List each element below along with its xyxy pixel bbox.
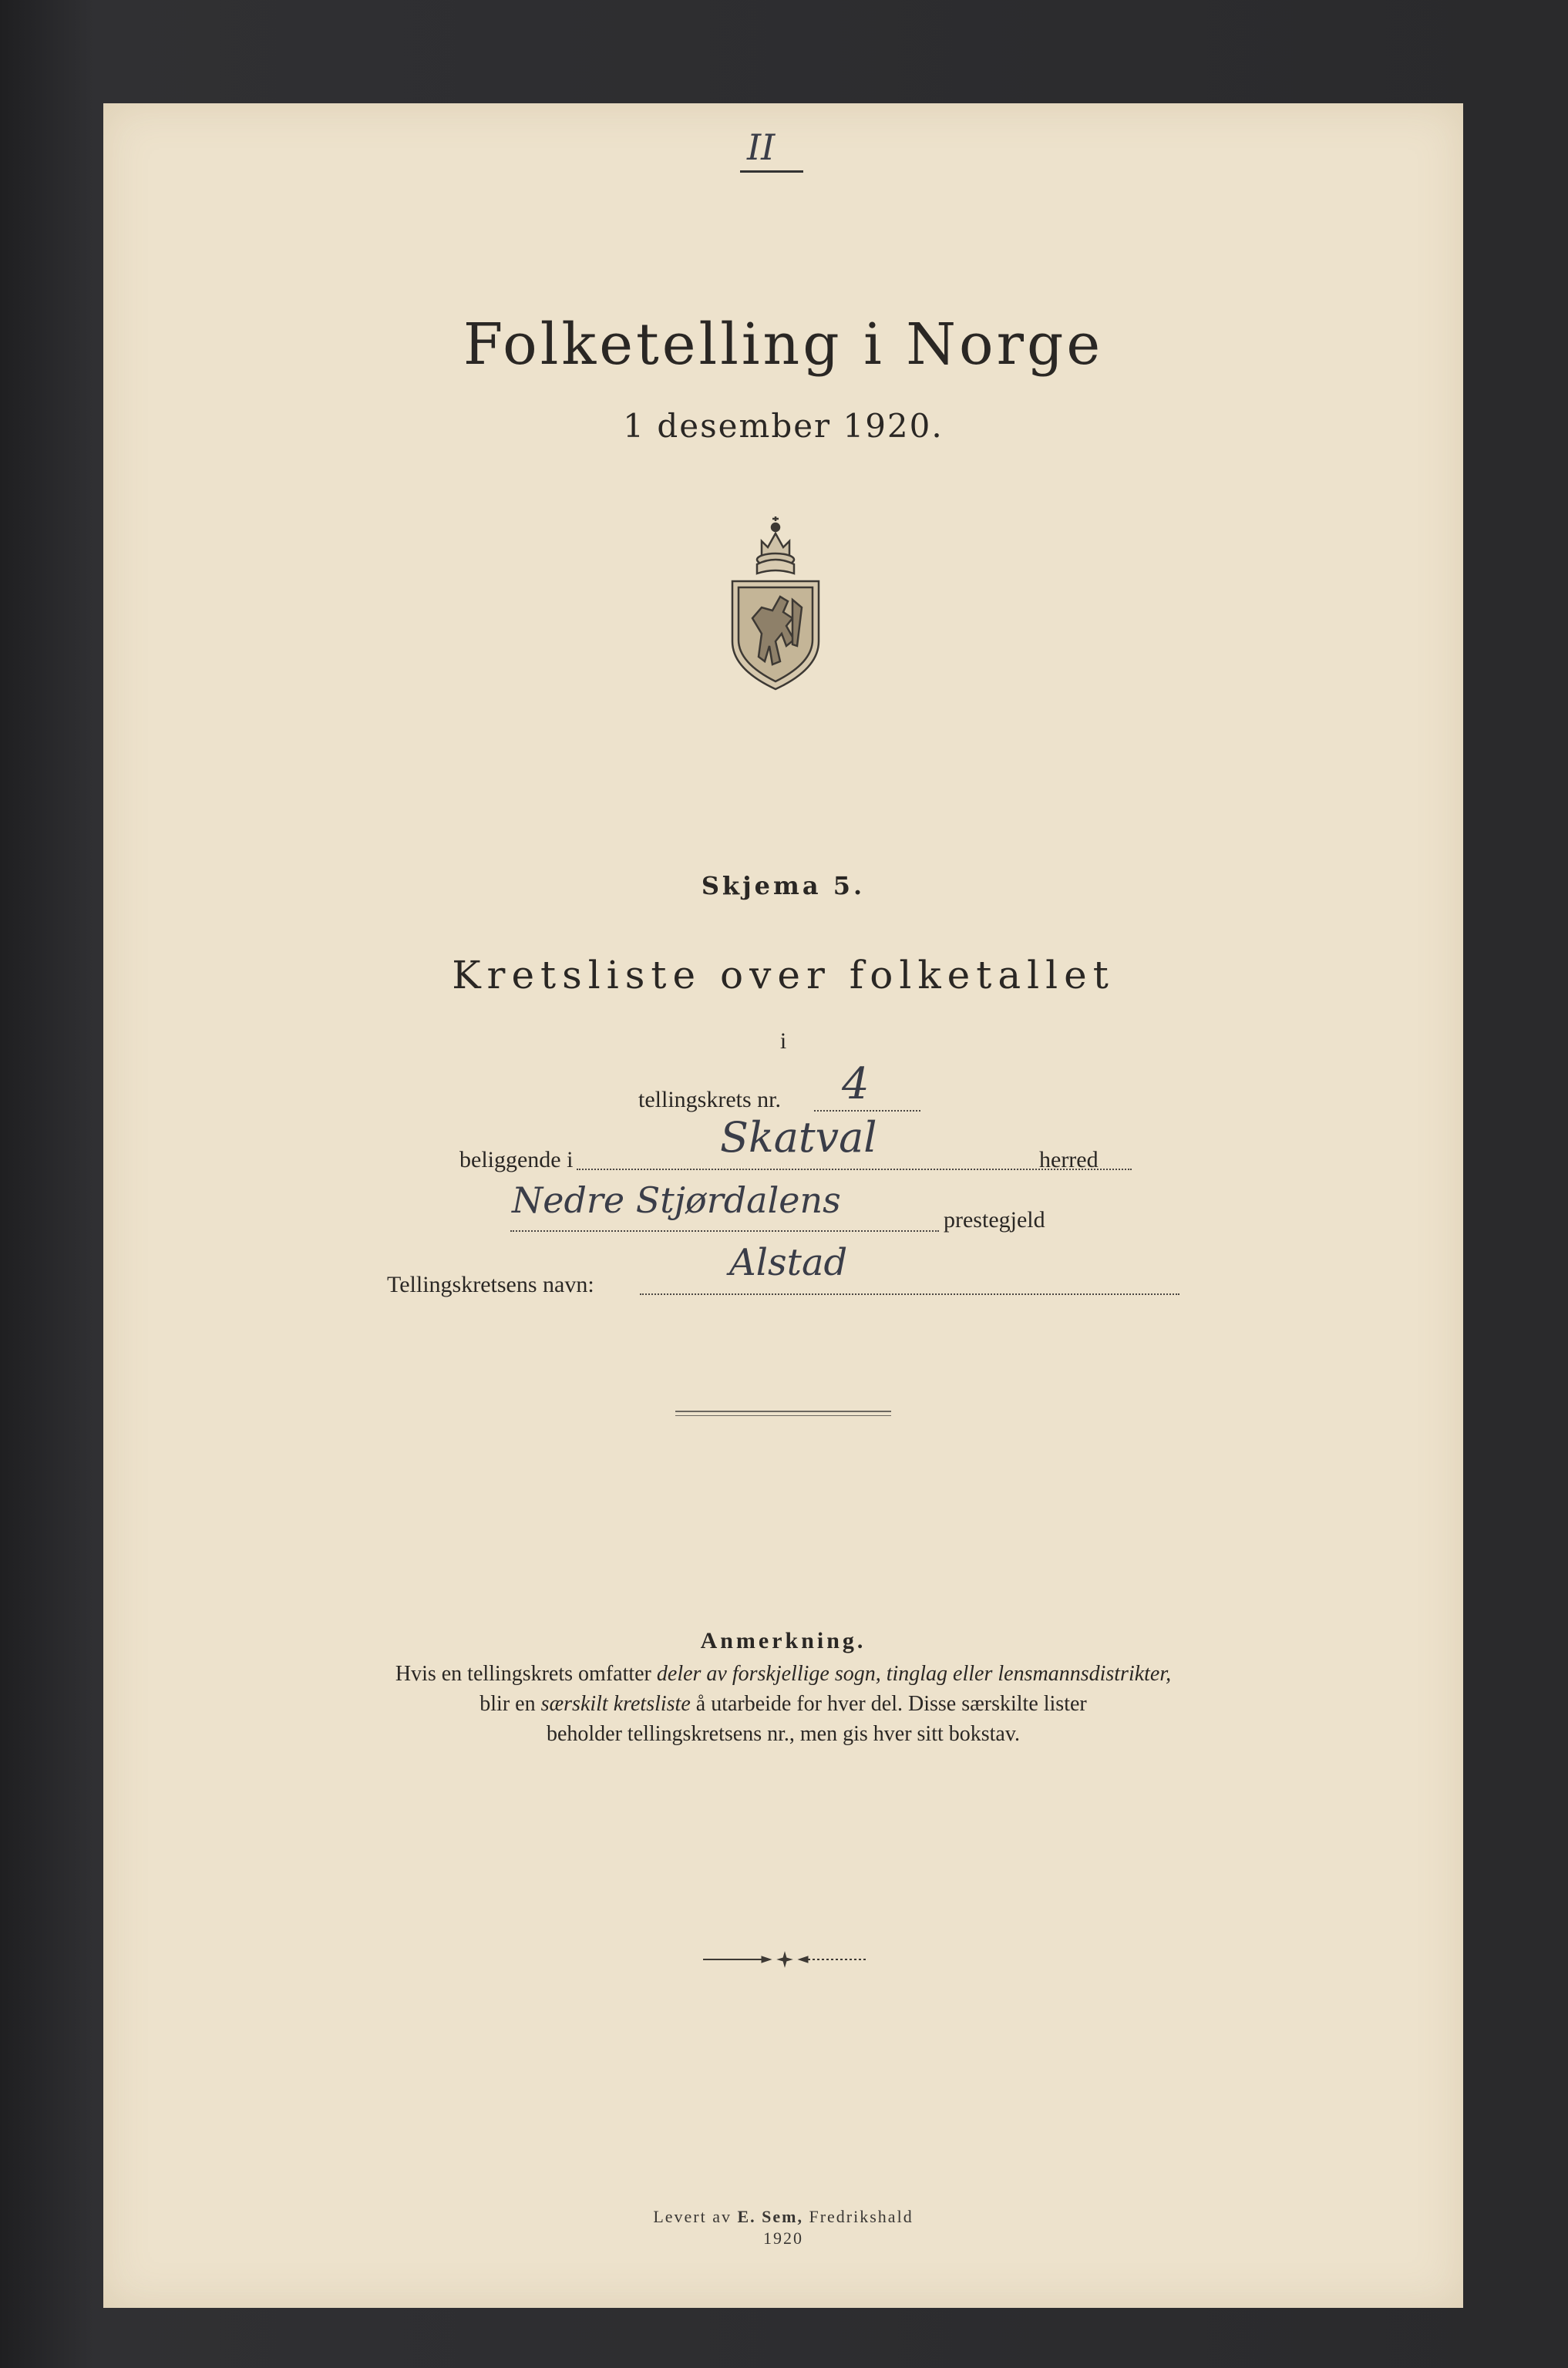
navn-value: Alstad: [729, 1241, 848, 1284]
form-heading: Kretsliste over folketallet: [452, 953, 1115, 997]
note-line-2: blir en særskilt kretsliste å utarbeide for hver del. Disse særskilte lister: [479, 1692, 1087, 1716]
herred-value: Skatval: [720, 1113, 877, 1162]
star-ornament-icon: [700, 1950, 870, 1969]
navn-line: [640, 1267, 1179, 1295]
census-form-page: [103, 103, 1463, 2308]
note-text: [103, 1659, 1463, 1749]
herred-label: herred: [1039, 1147, 1099, 1172]
krets-label: tellingskrets nr.: [638, 1087, 781, 1112]
printer-credit: [103, 2206, 1463, 2249]
page-mark: II: [747, 126, 776, 168]
page-title: Folketelling i Norge: [463, 311, 1104, 378]
print-year: 1920: [763, 2228, 803, 2248]
krets-value: 4: [842, 1059, 870, 1109]
note-line-3: beholder tellingskretsens nr., men gis hver sitt bokstav.: [546, 1722, 1021, 1746]
page-subtitle: 1 desember 1920.: [623, 407, 944, 445]
heading-preposition: i: [779, 1028, 787, 1054]
printer-line: Levert av E. Sem, Fredrikshald: [653, 2207, 914, 2226]
prestegjeld-label: prestegjeld: [944, 1207, 1045, 1233]
note-heading: Anmerkning.: [700, 1628, 866, 1653]
prestegjeld-value: Nedre Stjørdalens: [512, 1179, 841, 1221]
norwegian-coat-of-arms-icon: [722, 510, 829, 692]
note-line-1: Hvis en tellingskrets omfatter deler av forskjellige sogn, tinglag eller lensmannsdistrikter,: [395, 1662, 1172, 1686]
navn-label: Tellingskretsens navn:: [387, 1272, 594, 1297]
separator-rule: [675, 1411, 891, 1416]
page-mark-underline: [740, 170, 803, 173]
schema-number: Skjema 5.: [701, 871, 866, 900]
beliggende-label: beliggende i: [459, 1147, 574, 1172]
